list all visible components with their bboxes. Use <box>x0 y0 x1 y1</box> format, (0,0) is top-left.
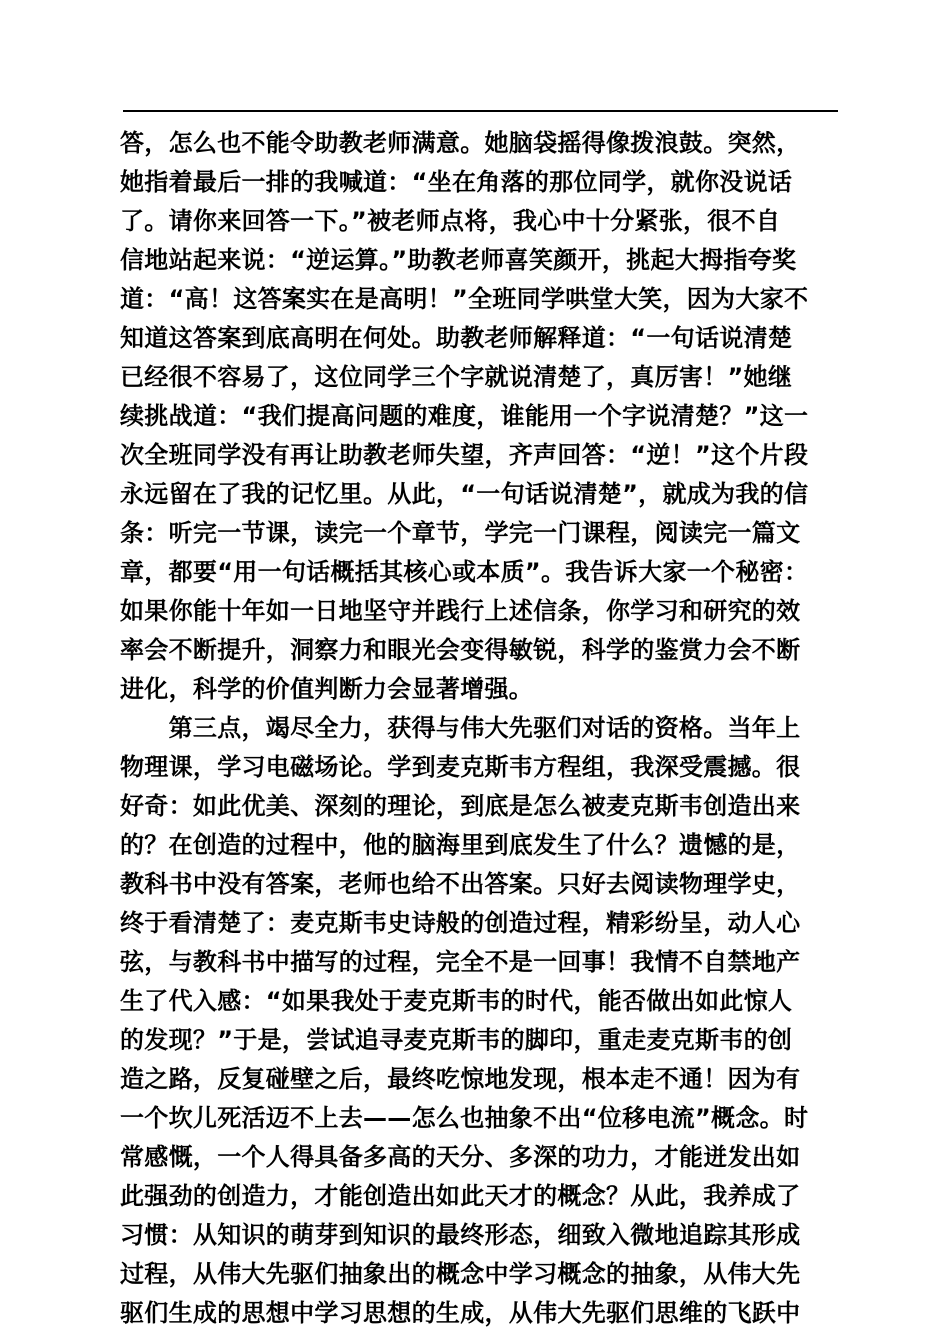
text-line: 造之路，反复碰壁之后，最终吃惊地发现，根本走不通！因为有 <box>120 1065 801 1093</box>
text-line: 进化，科学的价值判断力会显著增强。 <box>120 675 534 703</box>
text-line: 如果你能十年如一日地坚守并践行上述信条，你学习和研究的效 <box>120 597 801 625</box>
text-line: 永远留在了我的记忆里。从此，“一句话说清楚”，就成为我的信 <box>120 480 809 508</box>
text-line: 好奇：如此优美、深刻的理论，到底是怎么被麦克斯韦创造出来 <box>120 792 801 820</box>
text-line: 道：“高！这答案实在是高明！”全班同学哄堂大笑，因为大家不 <box>120 285 809 313</box>
text-line: 第三点，竭尽全力，获得与伟大先驱们对话的资格。当年上 <box>120 714 801 742</box>
text-line: 答，怎么也不能令助教老师满意。她脑袋摇得像拨浪鼓。突然， <box>120 129 801 157</box>
text-line: 知道这答案到底高明在何处。助教老师解释道：“一句话说清楚 <box>120 324 793 352</box>
text-line: 教科书中没有答案，老师也给不出答案。只好去阅读物理学史， <box>120 870 801 898</box>
paragraph-2 <box>120 709 850 1333</box>
text-line: 一个坎儿死活迈不上去——怎么也抽象不出“位移电流”概念。时 <box>120 1104 809 1132</box>
text-line: 过程，从伟大先驱们抽象出的概念中学习概念的抽象，从伟大先 <box>120 1260 801 1288</box>
text-line: 终于看清楚了：麦克斯韦史诗般的创造过程，精彩纷呈，动人心 <box>120 909 801 937</box>
text-line: 信地站起来说：“逆运算。”助教老师喜笑颜开，挑起大拇指夸奖 <box>120 246 797 274</box>
text-line: 物理课，学习电磁场论。学到麦克斯韦方程组，我深受震撼。很 <box>120 753 801 781</box>
text-line: 弦，与教科书中描写的过程，完全不是一回事！我情不自禁地产 <box>120 948 801 976</box>
text-line: 的发现？”于是，尝试追寻麦克斯韦的脚印，重走麦克斯韦的创 <box>120 1026 793 1054</box>
text-line: 次全班同学没有再让助教老师失望，齐声回答：“逆！”这个片段 <box>120 441 809 469</box>
text-line: 她指着最后一排的我喊道：“坐在角落的那位同学，就你没说话 <box>120 168 793 196</box>
text-line: 习惯：从知识的萌芽到知识的最终形态，细致入微地追踪其形成 <box>120 1221 801 1249</box>
text-line: 已经很不容易了，这位同学三个字就说清楚了，真厉害！”她继 <box>120 363 793 391</box>
text-line: 的？在创造的过程中，他的脑海里到底发生了什么？遗憾的是， <box>120 831 801 859</box>
document-body <box>120 124 850 1333</box>
text-line: 率会不断提升，洞察力和眼光会变得敏锐，科学的鉴赏力会不断 <box>120 636 801 664</box>
header-rule <box>123 110 838 112</box>
text-line: 了。请你来回答一下。”被老师点将，我心中十分紧张，很不自 <box>120 207 781 235</box>
text-line: 生了代入感：“如果我处于麦克斯韦的时代，能否做出如此惊人 <box>120 987 793 1015</box>
text-line: 常感慨，一个人得具备多高的天分、多深的功力，才能迸发出如 <box>120 1143 801 1171</box>
text-line: 驱们生成的思想中学习思想的生成，从伟大先驱们思维的飞跃中 <box>120 1299 801 1327</box>
text-line: 续挑战道：“我们提高问题的难度，谁能用一个字说清楚？”这一 <box>120 402 809 430</box>
text-line: 此强劲的创造力，才能创造出如此天才的概念？从此，我养成了 <box>120 1182 801 1210</box>
text-line: 章，都要“用一句话概括其核心或本质”。我告诉大家一个秘密： <box>120 558 809 586</box>
paragraph-1 <box>120 124 850 709</box>
text-line: 条：听完一节课，读完一个章节，学完一门课程，阅读完一篇文 <box>120 519 801 547</box>
